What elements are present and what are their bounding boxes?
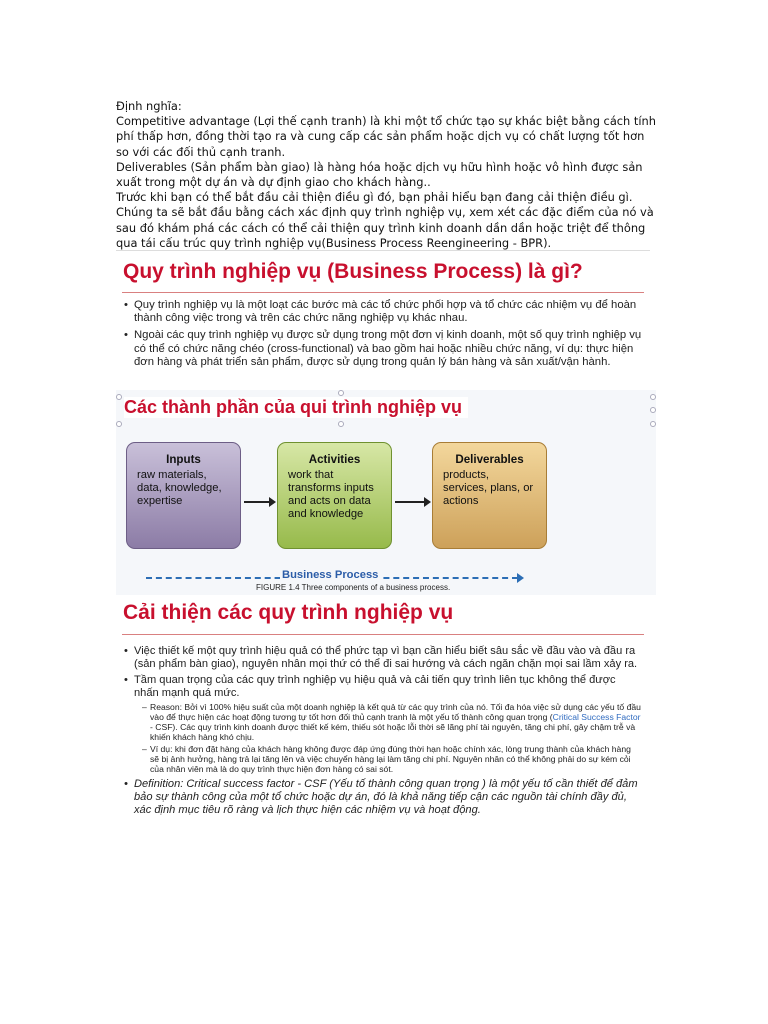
intro-line: Trước khi bạn có thể bắt đầu cải thiện điều gì đó, bạn phải hiểu bạn đang cải thiện điều gì. Chúng ta sẽ bắt đầu bằng cách xác định quy trình nghiệp vụ, xem xét các đặc điểm của nó và sau đó khám phá các cách có thể cải thiện quy trình kinh doanh dần dần hoặc triệt để thông qua tái cấu trúc quy trình nghiệp vụ(Business Process Reengineering - BPR).: [116, 190, 654, 250]
selection-handle-icon: [338, 390, 344, 396]
arrow-right-icon: [244, 501, 270, 503]
intro-text: [116, 99, 656, 251]
selection-handle-icon: [650, 407, 656, 413]
activities-box: [277, 442, 392, 549]
title-rule: [122, 634, 644, 635]
box-title: Deliverables: [455, 453, 524, 466]
selection-handle-icon: [650, 394, 656, 400]
selection-handle-icon: [338, 421, 344, 427]
sub-bullet-reason: [142, 702, 642, 742]
bullet-item: • Quy trình nghiệp vụ là một loạt các bước mà các tổ chức phối hợp và tổ chức các nhiệm vụ để hoàn thành công việc trong và trên các chức năng nghiệp vụ khác nhau.: [124, 299, 642, 325]
figure-caption: FIGURE 1.4 Three components of a business process.: [256, 583, 451, 592]
intro-line: Deliverables (Sản phẩm bàn giao) là hàng hóa hoặc dịch vụ hữu hình hoặc vô hình được sản xuất trong một dự án và dự định giao cho khách hàng..: [116, 159, 643, 190]
bullet-text: Tầm quan trọng của các quy trình nghiệp vụ hiệu quả và cải tiến quy trình liên tục không thể được nhấn mạnh quá mức.: [134, 674, 616, 699]
box-text: products, services, plans, or actions: [443, 469, 534, 507]
intro-line: Competitive advantage (Lợi thế cạnh tranh) là khi một tổ chức tạo sự khác biệt bằng cách tính phí thấp hơn, đồng thời tạo ra và cung cấp các sản phẩm hoặc dịch vụ có chất lượng tốt hơn so với các đối thủ cạnh tranh.: [116, 114, 656, 159]
slide-process-components: [116, 390, 656, 595]
slide-improve-processes: [116, 598, 650, 844]
bullet-list: [124, 299, 642, 373]
arrow-right-icon: [395, 501, 425, 503]
bullet-item: • Ngoài các quy trình nghiệp vụ được sử dụng trong một đơn vị kinh doanh, một số quy trình nghiệp vụ có thể có chức năng chéo (cross-functional) và bao gồm hai hoặc nhiều chức năng, ví dụ: thực hiện đơn hàng và phát triển sản phẩm, được sử dụng trong quản lý bán hàng và sản xuất/vận hành.: [124, 329, 642, 369]
slide-business-process: [116, 250, 650, 379]
bullet-definition: • Definition: Critical success factor - CSF (Yếu tố thành công quan trọng ) là một yếu tố cần thiết để đảm bảo sự thành công của một tổ chức hoặc dự án, đó là khả năng tiếp cận các nguồn tài chính đầy đủ, xác định mục tiêu rõ ràng và lịch thực hiện các nhiệm vụ và hoạt động.: [124, 778, 642, 816]
title-rule: [122, 292, 644, 293]
sub-bullet-example: – Ví dụ: khi đơn đặt hàng của khách hàng không được đáp ứng đúng thời hạn hoặc chính xác, lòng trung thành của khách hàng sẽ bị ảnh hưởng, hàng trả lại tăng lên và việc chuyển hàng lại làm tăng chi phí. Nguyên nhân có thể không phải do sự kém cỏi của nhân viên mà là do quy trình thực hiện đơn hàng có sai sót.: [142, 744, 642, 774]
reason-text: Reason: Bởi vì 100% hiệu suất của một doanh nghiệp là kết quả từ các quy trình của nó. Tối đa hóa việc sử dụng các yếu tố đầu vào để thực hiện các hoạt động tương tự tốt hơn đối thủ cạnh tranh là một yếu tố thành công quan trọng (: [150, 702, 641, 723]
bullet-item: • Việc thiết kế một quy trình hiệu quả có thể phức tạp vì bạn cần hiểu biết sâu sắc về đầu vào và đầu ra (sản phẩm bàn giao), nguyên nhân mọi thứ có thể đi sai hướng và cách ngăn chặn mọi sai lầm xảy ra.: [124, 645, 642, 670]
selection-handle-icon: [650, 421, 656, 427]
slide-title: Cải thiện các quy trình nghiệp vụ: [123, 601, 454, 624]
box-title: Inputs: [166, 453, 201, 466]
intro-line: Định nghĩa:: [116, 99, 182, 113]
inputs-box: [126, 442, 241, 549]
slide-title: Quy trình nghiệp vụ (Business Process) là gì?: [123, 260, 583, 283]
box-text: work that transforms inputs and acts on data and knowledge: [288, 469, 374, 520]
csf-link[interactable]: Critical Success Factor: [552, 712, 641, 723]
selection-handle-icon: [116, 394, 122, 400]
deliverables-box: [432, 442, 547, 549]
box-text: raw materials, data, knowledge, expertise: [137, 469, 222, 507]
reason-text: - CSF). Các quy trình kinh doanh được thiết kế kém, thiếu sót hoặc lỗi thời sẽ lãng phí tài nguyên, tăng chi phí, gây chậm trễ và khiến khách hàng khó chịu.: [150, 722, 636, 743]
box-title: Activities: [308, 453, 361, 466]
sub-bullet-list: [134, 702, 642, 774]
selection-handle-icon: [116, 421, 122, 427]
bullet-item: [124, 674, 642, 774]
business-process-label: Business Process: [282, 569, 379, 581]
bullet-list: [124, 645, 642, 820]
slide-title: Các thành phần của qui trình nghiệp vụ: [124, 397, 468, 418]
